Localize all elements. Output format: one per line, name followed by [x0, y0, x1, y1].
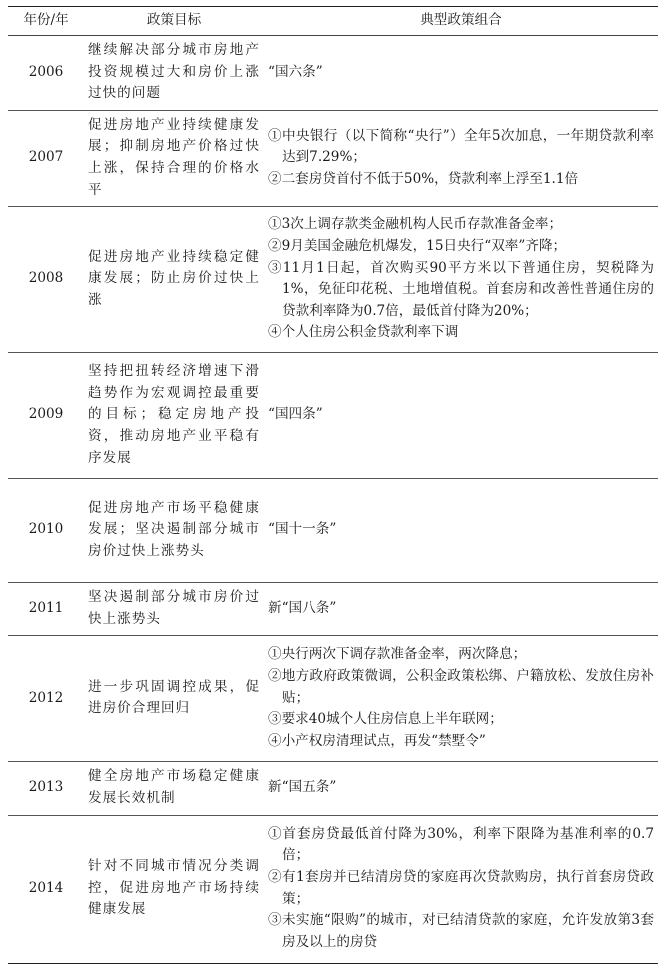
policy-item: ①首套房贷最低首付降为30%，利率下限降为基准利率的0.7倍； — [268, 825, 654, 864]
header-combo: 典型政策组合 — [264, 7, 658, 36]
policy-text: “国六条” — [268, 63, 323, 80]
year-cell: 2010 — [8, 479, 84, 583]
year-cell: 2012 — [8, 636, 84, 762]
goal-cell: 健全房地产市场稳定健康发展长效机制 — [84, 762, 264, 815]
policy-cell — [264, 636, 658, 762]
policy-cell — [264, 762, 658, 815]
policy-text: “国四条” — [268, 406, 323, 423]
table-row — [8, 636, 658, 762]
policy-text: 新“国五条” — [268, 779, 337, 796]
policy-cell — [264, 110, 658, 206]
table-row — [8, 36, 658, 111]
policy-table — [8, 6, 658, 964]
policy-item: ②二套房贷首付不低于50%，贷款利率上浮至1.1倍 — [268, 170, 579, 187]
table-row — [8, 110, 658, 206]
table-row — [8, 815, 658, 963]
policy-item: ①3次上调存款类金融机构人民币存款准备金率； — [268, 216, 563, 233]
year-cell: 2013 — [8, 762, 84, 815]
policy-cell — [264, 36, 658, 111]
header-year: 年份/年 — [8, 7, 84, 36]
policy-text: “国十一条” — [268, 521, 337, 538]
policy-item: ①中央银行（以下简称“央行”）全年5次加息，一年期贷款利率达到7.29%； — [268, 127, 654, 166]
year-cell: 2008 — [8, 207, 84, 353]
table-row — [8, 353, 658, 479]
policy-item: ②地方政府政策微调，公积金政策松绑、户籍放松、发放住房补贴； — [268, 667, 654, 706]
header-goal: 政策目标 — [84, 7, 264, 36]
year-cell: 2009 — [8, 353, 84, 479]
table-row — [8, 479, 658, 583]
table-row — [8, 583, 658, 636]
policy-item: ②有1套房并已结清房贷的家庭再次贷款购房，执行首套房贷政策； — [268, 868, 654, 907]
goal-cell: 促进房地产市场平稳健康发展；坚决遏制部分城市房价过快上涨势头 — [84, 479, 264, 583]
policy-cell — [264, 353, 658, 479]
policy-cell — [264, 583, 658, 636]
policy-item: ④个人住房公积金贷款利率下调 — [268, 324, 459, 341]
year-cell: 2006 — [8, 36, 84, 111]
policy-item: ③未实施“限购”的城市，对已结清贷款的家庭，允许发放第3套房及以上的房贷 — [268, 912, 654, 950]
goal-cell: 坚持把扭转经济增速下滑趋势作为宏观调控最重要的目标；稳定房地产投资，推动房地产业平稳有序发展 — [84, 353, 264, 479]
goal-cell: 进一步巩固调控成果，促进房价合理回归 — [84, 636, 264, 762]
policy-item: ①央行两次下调存款准备金率，两次降息； — [268, 646, 527, 663]
policy-item: ③要求40城个人住房信息上半年联网； — [268, 711, 503, 728]
year-cell: 2007 — [8, 110, 84, 206]
year-cell: 2011 — [8, 583, 84, 636]
policy-text: 新“国八条” — [268, 599, 337, 616]
policy-cell — [264, 815, 658, 963]
table-body — [8, 36, 658, 964]
goal-cell: 促进房地产业持续健康发展；抑制房地产价格过快上涨，保持合理的价格水平 — [84, 110, 264, 206]
goal-cell: 坚决遏制部分城市房价过快上涨势头 — [84, 583, 264, 636]
policy-item: ③11月1日起，首次购买90平方米以下普通住房，契税降为1%，免征印花税、土地增值税。首套房和改善性普通住房的贷款利率降为0.7倍，最低首付降为20%； — [268, 259, 654, 319]
goal-cell: 针对不同城市情况分类调控，促进房地产市场持续健康发展 — [84, 815, 264, 963]
policy-cell — [264, 207, 658, 353]
policy-item: ④小产权房清理试点，再发“禁墅令” — [268, 732, 486, 749]
table-row — [8, 762, 658, 815]
table-row — [8, 207, 658, 353]
table-header — [8, 7, 658, 36]
goal-cell: 继续解决部分城市房地产投资规模过大和房价上涨过快的问题 — [84, 36, 264, 111]
policy-item: ②9月美国金融危机爆发，15日央行“双率”齐降； — [268, 237, 567, 254]
goal-cell: 促进房地产业持续稳定健康发展；防止房价过快上涨 — [84, 207, 264, 353]
policy-cell — [264, 479, 658, 583]
year-cell: 2014 — [8, 815, 84, 963]
